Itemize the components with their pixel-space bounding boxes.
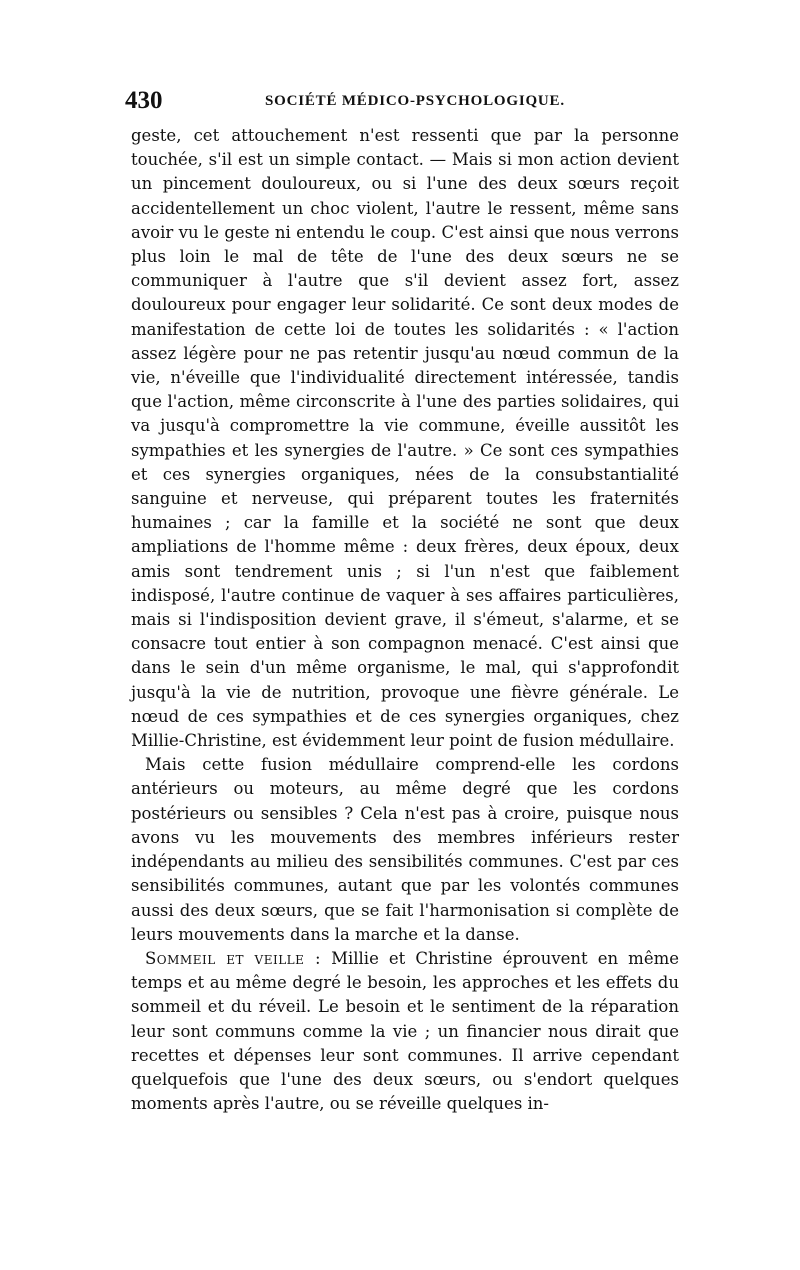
paragraph-text: Millie et Christine éprouvent en même temps et au même degré le besoin, les approches et les effets du sommeil et du réveil. Le besoin et le sentiment de la réparation leur sont communs comme la vie ; un financier nous dirait que recettes et dépenses leur sont communes. Il arrive cependant quelquefois que l'une des deux sœurs, ou s'endort quelques moments après l'autre, ou se réveille quelques in- [131, 948, 680, 1114]
page-header [125, 88, 683, 114]
paragraph: geste, cet attouchement n'est ressenti que par la personne touchée, s'il est un simple contact. — Mais si mon action devient un pincement douloureux, ou si l'une des deux sœurs reçoit accidentellement un choc violent, l'autre le ressent, même sans avoir vu le geste ni entendu le coup. C'est ainsi que nous verrons plus loin le mal de tête de l'une des deux sœurs ne se communiquer à l'autre que s'il devient assez fort, assez douloureux pour engager leur solidarité. Ce sont deux modes de manifestation de cette loi de toutes les solidarités : « l'action assez légère pour ne pas retentir jusqu'au nœud commun de la vie, n'éveille que l'individualité directement intéressée, tandis que l'action, même circonscrite à l'une des parties solidaires, qui va jusqu'à compromettre la vie commune, éveille aussitôt les sympathies et les synergies de l'autre. » Ce sont ces sympathies et ces synergies organiques, nées de la consubstantialité sanguine et nerveuse, qui préparent toutes les fraternités humaines ; car la famille et la société ne sont que deux ampliations de l'homme même : deux frères, deux époux, deux amis sont tendrement unis ; si l'un n'est que faiblement indisposé, l'autre continue de vaquer à ses affaires particulières, mais si l'indisposition devient grave, il s'émeut, s'alarme, et se consacre tout entier à son compagnon menacé. C'est ainsi que dans le sein d'un même organisme, le mal, qui s'approfondit jusqu'à la vie de nutrition, provoque une fièvre générale. Le nœud de ces sympathies et de ces synergies organiques, chez Millie-Christine, est évidemment leur point de fusion médullaire. [131, 126, 679, 751]
section-lead: Sommeil et veille : [145, 948, 322, 968]
paragraph [131, 947, 679, 1116]
body-text [131, 124, 679, 1116]
page-number: 430 [125, 87, 163, 114]
running-head: SOCIÉTÉ MÉDICO-PSYCHOLOGIQUE. [265, 93, 565, 109]
paragraph: Mais cette fusion médullaire comprend-elle les cordons antérieurs ou moteurs, au même degré que les cordons postérieurs ou sensibles ? Cela n'est pas à croire, puisque nous avons vu les mouvements des membres inférieurs rester indépendants au milieu des sensibilités communes. C'est par ces sensibilités communes, autant que par les volontés communes aussi des deux sœurs, que se fait l'harmonisation si complète de leurs mouvements dans la marche et la danse. [131, 755, 679, 944]
